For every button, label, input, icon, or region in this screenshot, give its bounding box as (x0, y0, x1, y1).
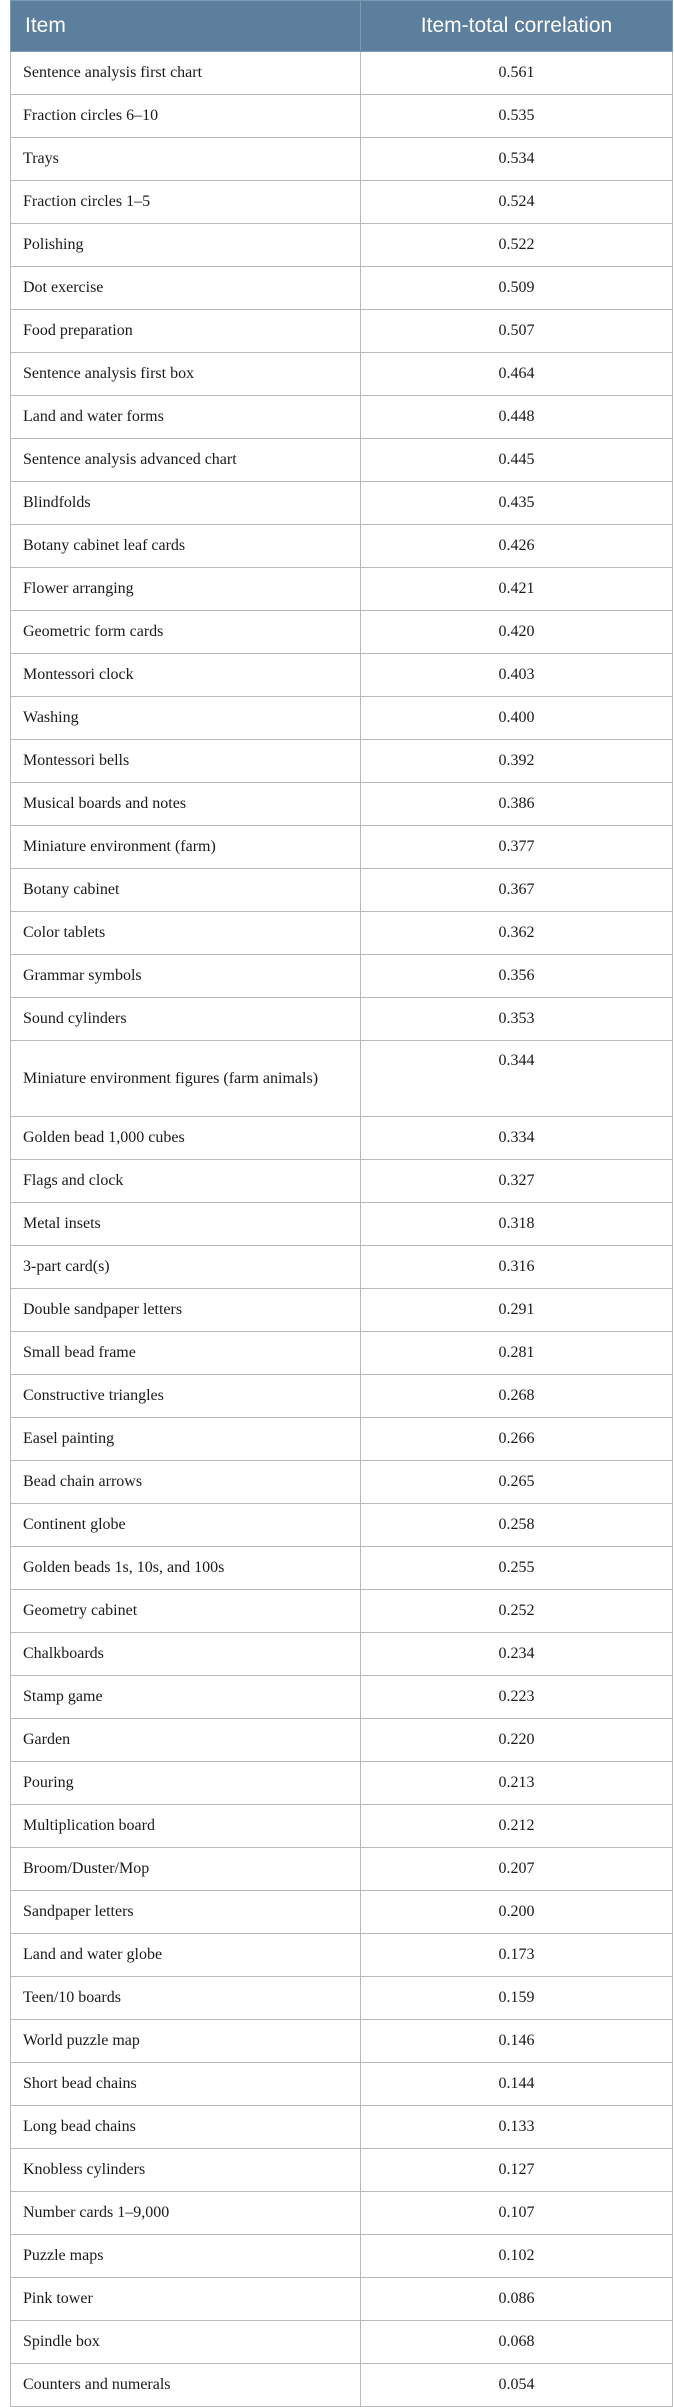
item-cell: Color tablets (11, 912, 361, 955)
item-cell: Fraction circles 6–10 (11, 95, 361, 138)
table-row (11, 1848, 673, 1891)
correlation-cell: 0.159 (361, 1977, 673, 2020)
correlation-cell: 0.207 (361, 1848, 673, 1891)
table-row (11, 611, 673, 654)
item-cell: Golden beads 1s, 10s, and 100s (11, 1547, 361, 1590)
table-row (11, 2020, 673, 2063)
correlation-cell: 0.509 (361, 267, 673, 310)
item-cell: Sound cylinders (11, 998, 361, 1041)
item-cell: Flower arranging (11, 568, 361, 611)
correlation-cell: 0.144 (361, 2063, 673, 2106)
table-row (11, 1461, 673, 1504)
correlation-cell: 0.107 (361, 2192, 673, 2235)
table-row (11, 353, 673, 396)
correlation-cell: 0.561 (361, 52, 673, 95)
item-cell: Double sandpaper letters (11, 1289, 361, 1332)
item-cell: Pouring (11, 1762, 361, 1805)
table-row (11, 568, 673, 611)
item-cell: Constructive triangles (11, 1375, 361, 1418)
table-row (11, 95, 673, 138)
correlation-cell: 0.086 (361, 2278, 673, 2321)
table-row (11, 1246, 673, 1289)
correlation-cell: 0.213 (361, 1762, 673, 1805)
table-row (11, 181, 673, 224)
table-row (11, 2106, 673, 2149)
item-cell: Land and water globe (11, 1934, 361, 1977)
item-cell: Dot exercise (11, 267, 361, 310)
item-cell: Botany cabinet (11, 869, 361, 912)
correlation-cell: 0.392 (361, 740, 673, 783)
item-cell: 3-part card(s) (11, 1246, 361, 1289)
item-cell: Continent globe (11, 1504, 361, 1547)
table-row (11, 1117, 673, 1160)
correlation-cell: 0.344 (361, 1041, 673, 1117)
correlation-cell: 0.435 (361, 482, 673, 525)
item-cell: Geometric form cards (11, 611, 361, 654)
correlation-cell: 0.362 (361, 912, 673, 955)
item-cell: Bead chain arrows (11, 1461, 361, 1504)
correlation-cell: 0.281 (361, 1332, 673, 1375)
correlation-cell: 0.507 (361, 310, 673, 353)
item-cell: Trays (11, 138, 361, 181)
item-cell: Washing (11, 697, 361, 740)
item-cell: Geometry cabinet (11, 1590, 361, 1633)
correlation-cell: 0.367 (361, 869, 673, 912)
table-row (11, 439, 673, 482)
table-row (11, 1977, 673, 2020)
item-cell: Blindfolds (11, 482, 361, 525)
item-cell: Stamp game (11, 1676, 361, 1719)
table-row (11, 1041, 673, 1117)
table-row (11, 1547, 673, 1590)
table-row (11, 1676, 673, 1719)
item-cell: Counters and numerals (11, 2364, 361, 2407)
item-cell: Golden bead 1,000 cubes (11, 1117, 361, 1160)
table-container (10, 0, 672, 2407)
correlation-cell: 0.265 (361, 1461, 673, 1504)
correlation-cell: 0.255 (361, 1547, 673, 1590)
item-cell: Fraction circles 1–5 (11, 181, 361, 224)
correlation-cell: 0.234 (361, 1633, 673, 1676)
correlation-cell: 0.327 (361, 1160, 673, 1203)
table-row (11, 2149, 673, 2192)
correlation-cell: 0.334 (361, 1117, 673, 1160)
correlation-cell: 0.133 (361, 2106, 673, 2149)
correlation-cell: 0.356 (361, 955, 673, 998)
correlation-cell: 0.403 (361, 654, 673, 697)
correlation-cell: 0.068 (361, 2321, 673, 2364)
correlation-cell: 0.464 (361, 353, 673, 396)
table-row (11, 998, 673, 1041)
table-row (11, 869, 673, 912)
item-cell: Long bead chains (11, 2106, 361, 2149)
item-cell: Easel painting (11, 1418, 361, 1461)
item-cell: Sentence analysis first box (11, 353, 361, 396)
correlation-cell: 0.212 (361, 1805, 673, 1848)
table-row (11, 1332, 673, 1375)
table-row (11, 1719, 673, 1762)
table-row (11, 654, 673, 697)
table-row (11, 1590, 673, 1633)
item-cell: Flags and clock (11, 1160, 361, 1203)
item-cell: Metal insets (11, 1203, 361, 1246)
item-cell: Small bead frame (11, 1332, 361, 1375)
table-row (11, 783, 673, 826)
table-header (11, 1, 673, 52)
table-row (11, 2321, 673, 2364)
correlation-cell: 0.291 (361, 1289, 673, 1332)
correlation-cell: 0.353 (361, 998, 673, 1041)
correlation-cell: 0.127 (361, 2149, 673, 2192)
item-cell: Botany cabinet leaf cards (11, 525, 361, 568)
correlation-cell: 0.524 (361, 181, 673, 224)
table-row (11, 740, 673, 783)
item-cell: Montessori bells (11, 740, 361, 783)
table-row (11, 1934, 673, 1977)
item-cell: Pink tower (11, 2278, 361, 2321)
table-row (11, 1289, 673, 1332)
table-row (11, 1762, 673, 1805)
correlation-cell: 0.223 (361, 1676, 673, 1719)
table-row (11, 310, 673, 353)
table-row (11, 1160, 673, 1203)
correlation-cell: 0.173 (361, 1934, 673, 1977)
correlation-cell: 0.448 (361, 396, 673, 439)
table-row (11, 826, 673, 869)
item-cell: World puzzle map (11, 2020, 361, 2063)
header-row (11, 1, 673, 52)
correlation-cell: 0.386 (361, 783, 673, 826)
correlation-cell: 0.252 (361, 1590, 673, 1633)
table-row (11, 2278, 673, 2321)
item-cell: Knobless cylinders (11, 2149, 361, 2192)
table-row (11, 2063, 673, 2106)
table-row (11, 525, 673, 568)
correlation-cell: 0.146 (361, 2020, 673, 2063)
item-cell: Musical boards and notes (11, 783, 361, 826)
item-cell: Sentence analysis advanced chart (11, 439, 361, 482)
header-item-total-correlation: Item-total correlation (361, 1, 673, 52)
table-body (11, 52, 673, 2407)
item-cell: Polishing (11, 224, 361, 267)
table-row (11, 224, 673, 267)
item-cell: Number cards 1–9,000 (11, 2192, 361, 2235)
item-cell: Broom/Duster/Mop (11, 1848, 361, 1891)
correlation-cell: 0.318 (361, 1203, 673, 1246)
item-cell: Sandpaper letters (11, 1891, 361, 1934)
item-cell: Food preparation (11, 310, 361, 353)
correlation-cell: 0.316 (361, 1246, 673, 1289)
correlation-cell: 0.400 (361, 697, 673, 740)
table-row (11, 138, 673, 181)
table-row (11, 482, 673, 525)
correlation-cell: 0.522 (361, 224, 673, 267)
correlation-cell: 0.200 (361, 1891, 673, 1934)
correlation-cell: 0.534 (361, 138, 673, 181)
item-cell: Chalkboards (11, 1633, 361, 1676)
table-row (11, 396, 673, 439)
item-cell: Montessori clock (11, 654, 361, 697)
item-correlation-table (10, 0, 673, 2407)
correlation-cell: 0.266 (361, 1418, 673, 1461)
table-row (11, 955, 673, 998)
correlation-cell: 0.535 (361, 95, 673, 138)
table-row (11, 1375, 673, 1418)
table-row (11, 267, 673, 310)
item-cell: Miniature environment figures (farm animals) (11, 1041, 361, 1117)
item-cell: Teen/10 boards (11, 1977, 361, 2020)
correlation-cell: 0.220 (361, 1719, 673, 1762)
table-row (11, 2364, 673, 2407)
table-row (11, 1891, 673, 1934)
item-cell: Miniature environment (farm) (11, 826, 361, 869)
item-cell: Grammar symbols (11, 955, 361, 998)
table-row (11, 1805, 673, 1848)
correlation-cell: 0.445 (361, 439, 673, 482)
table-row (11, 52, 673, 95)
item-cell: Land and water forms (11, 396, 361, 439)
table-row (11, 1504, 673, 1547)
table-row (11, 697, 673, 740)
table-row (11, 1418, 673, 1461)
item-cell: Spindle box (11, 2321, 361, 2364)
table-row (11, 2192, 673, 2235)
item-cell: Short bead chains (11, 2063, 361, 2106)
item-cell: Garden (11, 1719, 361, 1762)
header-item: Item (11, 1, 361, 52)
correlation-cell: 0.102 (361, 2235, 673, 2278)
correlation-cell: 0.377 (361, 826, 673, 869)
item-cell: Multiplication board (11, 1805, 361, 1848)
item-cell: Sentence analysis first chart (11, 52, 361, 95)
table-row (11, 2235, 673, 2278)
correlation-cell: 0.268 (361, 1375, 673, 1418)
correlation-cell: 0.420 (361, 611, 673, 654)
table-row (11, 1633, 673, 1676)
table-row (11, 1203, 673, 1246)
item-cell: Puzzle maps (11, 2235, 361, 2278)
correlation-cell: 0.421 (361, 568, 673, 611)
correlation-cell: 0.426 (361, 525, 673, 568)
correlation-cell: 0.054 (361, 2364, 673, 2407)
table-row (11, 912, 673, 955)
correlation-cell: 0.258 (361, 1504, 673, 1547)
